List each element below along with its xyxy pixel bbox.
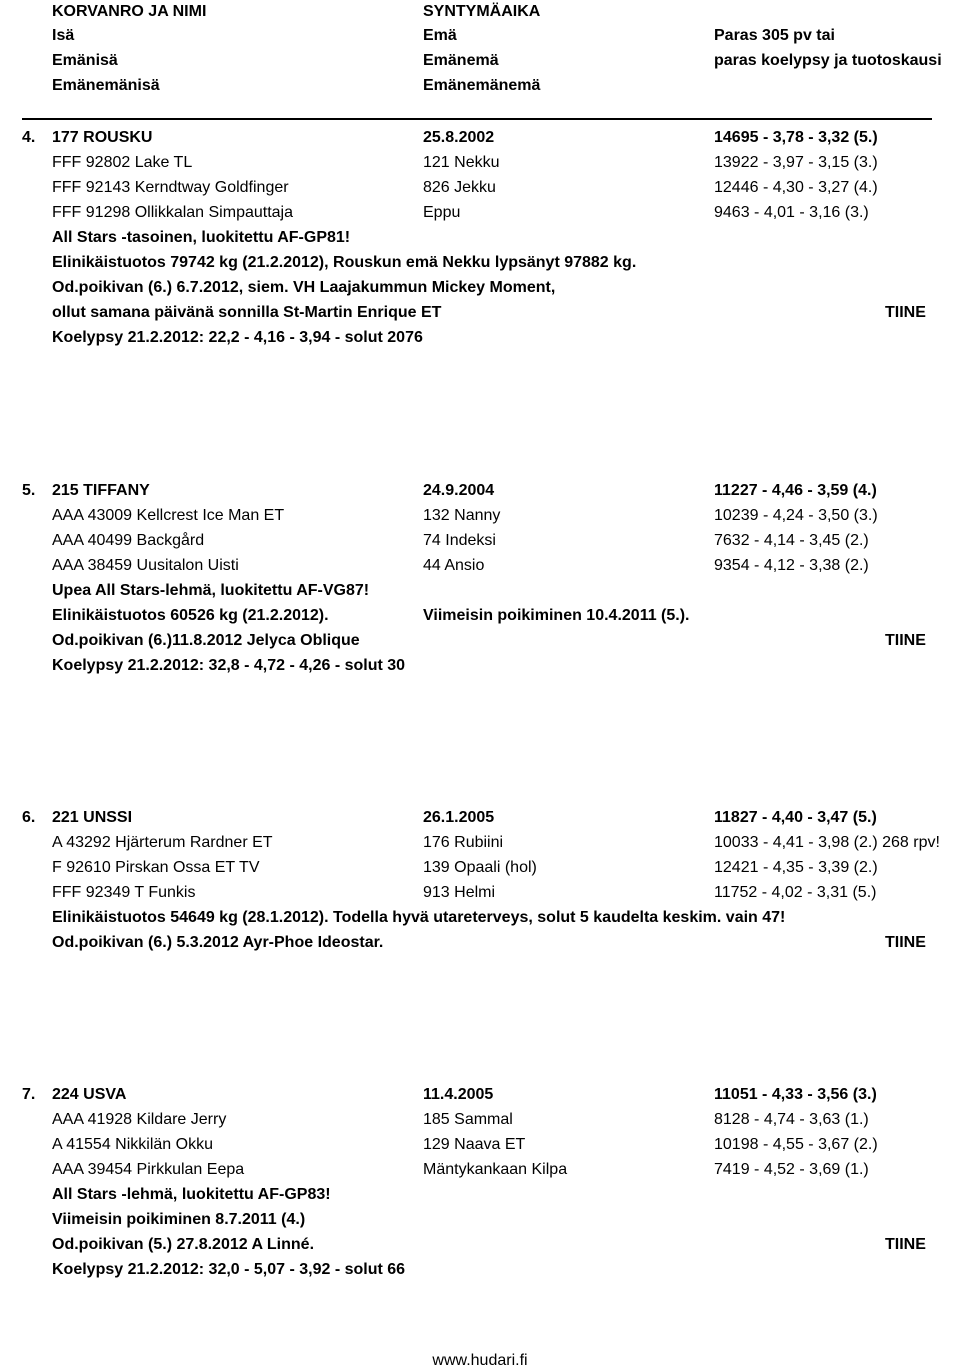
dam-yield: 10239 - 4,24 - 3,50 (3.) bbox=[714, 507, 878, 524]
great-granddam: 44 Ansio bbox=[423, 557, 485, 574]
sire: A 43292 Hjärterum Rardner ET bbox=[52, 834, 273, 851]
granddam: 74 Indeksi bbox=[423, 532, 496, 549]
maternal-great-grandsire: AAA 38459 Uusitalon Uisti bbox=[52, 557, 239, 574]
last-calving-note: Viimeisin poikiminen 10.4.2011 (5.). bbox=[423, 607, 690, 624]
dam: 121 Nekku bbox=[423, 154, 500, 171]
best-yield: 11227 - 4,46 - 3,59 (4.) bbox=[714, 482, 877, 499]
note-line: Koelypsy 21.2.2012: 32,8 - 4,72 - 4,26 - solut 30 bbox=[52, 657, 406, 674]
birth-date: 25.8.2002 bbox=[423, 129, 495, 146]
maternal-great-grandsire: AAA 39454 Pirkkulan Eepa bbox=[52, 1161, 245, 1178]
note-line: Elinikäistuotos 54649 kg (28.1.2012). Todella hyvä utareterveys, solut 5 kaudelta keskim. vain 47! bbox=[52, 909, 786, 926]
maternal-great-grandsire: FFF 91298 Ollikkalan Simpauttaja bbox=[52, 204, 293, 221]
granddam-yield: 12421 - 4,35 - 3,39 (2.) bbox=[714, 859, 878, 876]
dam-yield: 13922 - 3,97 - 3,15 (3.) bbox=[714, 154, 878, 171]
dam: 185 Sammal bbox=[423, 1111, 513, 1128]
note-line: Od.poikivan (6.) 6.7.2012, siem. VH Laajakummun Mickey Moment, bbox=[52, 279, 556, 296]
great-granddam: 913 Helmi bbox=[423, 884, 496, 901]
note-line: Od.poikivan (6.) 5.3.2012 Ayr-Phoe Ideostar. bbox=[52, 934, 384, 951]
cow-name: 215 TIFFANY bbox=[52, 482, 150, 499]
note-line: Koelypsy 21.2.2012: 22,2 - 4,16 - 3,94 - solut 2076 bbox=[52, 329, 423, 346]
great-granddam-yield: 7419 - 4,52 - 3,69 (1.) bbox=[714, 1161, 869, 1178]
header-divider bbox=[22, 118, 932, 120]
pregnancy-status: TIINE bbox=[885, 632, 926, 649]
great-granddam-yield: 9463 - 4,01 - 3,16 (3.) bbox=[714, 204, 869, 221]
maternal-great-grandsire: FFF 92349 T Funkis bbox=[52, 884, 196, 901]
note-line: Koelypsy 21.2.2012: 32,0 - 5,07 - 3,92 - solut 66 bbox=[52, 1261, 406, 1278]
great-granddam: Eppu bbox=[423, 204, 461, 221]
header-sire-label: Isä bbox=[52, 27, 75, 44]
note-line: Od.poikivan (6.)11.8.2012 Jelyca Oblique bbox=[52, 632, 360, 649]
birth-date: 11.4.2005 bbox=[423, 1086, 494, 1103]
note-line: Elinikäistuotos 79742 kg (21.2.2012), Rouskun emä Nekku lypsänyt 97882 kg. bbox=[52, 254, 637, 271]
great-granddam-yield: 9354 - 4,12 - 3,38 (2.) bbox=[714, 557, 869, 574]
header-best-yield-label: Paras 305 pv tai bbox=[714, 27, 835, 44]
record-number: 7. bbox=[22, 1086, 36, 1103]
pregnancy-status: TIINE bbox=[885, 304, 926, 321]
note-line: All Stars -tasoinen, luokitettu AF-GP81! bbox=[52, 229, 351, 246]
great-granddam: Mäntykankaan Kilpa bbox=[423, 1161, 568, 1178]
granddam: 129 Naava ET bbox=[423, 1136, 526, 1153]
maternal-grandsire: F 92610 Pirskan Ossa ET TV bbox=[52, 859, 260, 876]
granddam-yield: 12446 - 4,30 - 3,27 (4.) bbox=[714, 179, 878, 196]
header-maternal-great-grandsire-label: Emänemänisä bbox=[52, 77, 160, 94]
header-birthdate-label: SYNTYMÄAIKA bbox=[423, 3, 541, 20]
cow-name: 221 UNSSI bbox=[52, 809, 133, 826]
header-dam-label: Emä bbox=[423, 27, 457, 44]
column-header bbox=[0, 0, 960, 120]
cow-name: 177 ROUSKU bbox=[52, 129, 153, 146]
sire: AAA 43009 Kellcrest Ice Man ET bbox=[52, 507, 285, 524]
record-number: 4. bbox=[22, 129, 36, 146]
maternal-grandsire: A 41554 Nikkilän Okku bbox=[52, 1136, 213, 1153]
note-line: Upea All Stars-lehmä, luokitettu AF-VG87! bbox=[52, 582, 370, 599]
header-great-granddam-label: Emänemänemä bbox=[423, 77, 541, 94]
birth-date: 24.9.2004 bbox=[423, 482, 495, 499]
dam-yield: 8128 - 4,74 - 3,63 (1.) bbox=[714, 1111, 869, 1128]
maternal-grandsire: FFF 92143 Kerndtway Goldfinger bbox=[52, 179, 289, 196]
note-line: Elinikäistuotos 60526 kg (21.2.2012). bbox=[52, 607, 329, 624]
pregnancy-status: TIINE bbox=[885, 1236, 926, 1253]
granddam: 826 Jekku bbox=[423, 179, 496, 196]
granddam: 139 Opaali (hol) bbox=[423, 859, 537, 876]
sire: FFF 92802 Lake TL bbox=[52, 154, 193, 171]
note-line: Od.poikivan (5.) 27.8.2012 A Linné. bbox=[52, 1236, 315, 1253]
dam: 132 Nanny bbox=[423, 507, 501, 524]
maternal-grandsire: AAA 40499 Backgård bbox=[52, 532, 205, 549]
note-line: ollut samana päivänä sonnilla St-Martin Enrique ET bbox=[52, 304, 442, 321]
best-yield: 11827 - 4,40 - 3,47 (5.) bbox=[714, 809, 877, 826]
dam: 176 Rubiini bbox=[423, 834, 504, 851]
header-name-label: KORVANRO JA NIMI bbox=[52, 3, 207, 20]
cow-name: 224 USVA bbox=[52, 1086, 127, 1103]
record-number: 5. bbox=[22, 482, 36, 499]
header-granddam-label: Emänemä bbox=[423, 52, 499, 69]
footer-website: www.hudari.fi bbox=[432, 1352, 528, 1369]
birth-date: 26.1.2005 bbox=[423, 809, 495, 826]
best-yield: 11051 - 4,33 - 3,56 (3.) bbox=[714, 1086, 877, 1103]
record-number: 6. bbox=[22, 809, 36, 826]
note-line: Viimeisin poikiminen 8.7.2011 (4.) bbox=[52, 1211, 306, 1228]
header-maternal-grandsire-label: Emänisä bbox=[52, 52, 118, 69]
best-yield: 14695 - 3,78 - 3,32 (5.) bbox=[714, 129, 878, 146]
great-granddam-yield: 11752 - 4,02 - 3,31 (5.) bbox=[714, 884, 877, 901]
note-line: All Stars -lehmä, luokitettu AF-GP83! bbox=[52, 1186, 331, 1203]
dam-yield: 10033 - 4,41 - 3,98 (2.) 268 rpv! bbox=[714, 834, 940, 851]
pregnancy-status: TIINE bbox=[885, 934, 926, 951]
header-best-test-label: paras koelypsy ja tuotoskausi bbox=[714, 52, 942, 69]
granddam-yield: 10198 - 4,55 - 3,67 (2.) bbox=[714, 1136, 878, 1153]
granddam-yield: 7632 - 4,14 - 3,45 (2.) bbox=[714, 532, 869, 549]
sire: AAA 41928 Kildare Jerry bbox=[52, 1111, 227, 1128]
